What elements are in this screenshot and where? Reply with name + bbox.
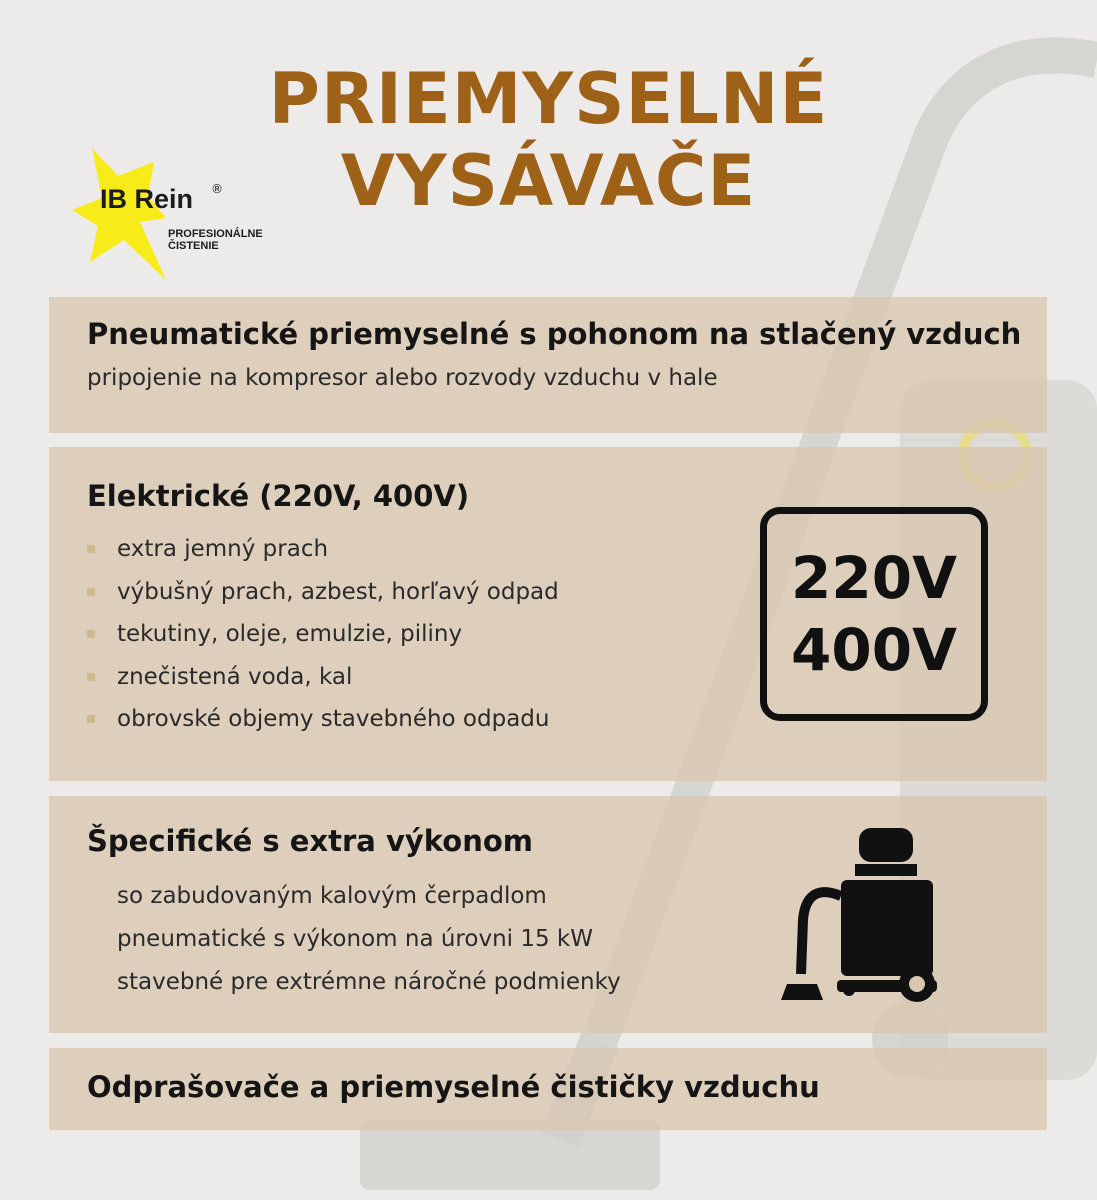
list-item: extra jemný prach <box>87 533 559 576</box>
voltage-badge <box>760 507 988 721</box>
logo-tagline-line-2: ČISTENIE <box>168 240 219 252</box>
title-line-1: PRIEMYSELNÉ <box>268 58 829 140</box>
vacuum-cleaner-icon <box>777 824 942 1009</box>
section-heading: Odprašovače a priemyselné čističky vzduchu <box>87 1070 820 1104</box>
list-item: stavebné pre extrémne náročné podmienky <box>117 969 621 995</box>
list-item: výbušný prach, azbest, horľavý odpad <box>87 576 559 619</box>
specific-list <box>117 880 621 1009</box>
star-burst-icon <box>62 140 292 290</box>
list-item: pneumatické s výkonom na úrovni 15 kW <box>117 926 593 952</box>
voltage-400: 400V <box>791 616 957 684</box>
logo-tagline-line-1: PROFESIONÁLNE <box>168 228 263 240</box>
section-air-purifiers <box>49 1048 1047 1130</box>
section-heading: Pneumatické priemyselné s pohonom na stlačený vzduch <box>87 317 1022 351</box>
electric-list <box>87 533 559 746</box>
section-electric <box>49 447 1047 781</box>
section-pneumatic <box>49 297 1047 433</box>
list-item: znečistená voda, kal <box>87 661 559 704</box>
list-item: tekutiny, oleje, emulzie, piliny <box>87 618 559 661</box>
section-specific <box>49 796 1047 1033</box>
list-item: obrovské objemy stavebného odpadu <box>87 703 559 746</box>
registered-mark: ® <box>211 182 223 196</box>
logo-tagline <box>168 228 263 252</box>
voltage-220: 220V <box>791 544 957 612</box>
logo-name: IB Rein <box>100 184 194 214</box>
ib-rein-logo <box>62 140 292 290</box>
title-line-2: VYSÁVAČE <box>340 140 757 222</box>
list-item: so zabudovaným kalovým čerpadlom <box>117 883 547 909</box>
section-heading: Špecifické s extra výkonom <box>87 824 533 858</box>
section-subtitle: pripojenie na kompresor alebo rozvody vzduchu v hale <box>87 365 718 391</box>
section-heading: Elektrické (220V, 400V) <box>87 479 470 513</box>
